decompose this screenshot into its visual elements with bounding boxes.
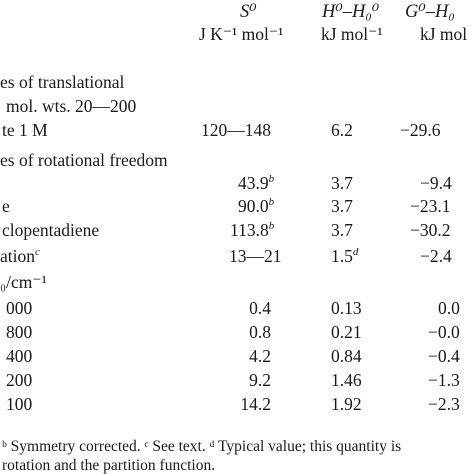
cell-gibbs: −0.4: [428, 346, 460, 366]
cell-entropy-value: 120—148: [201, 120, 271, 140]
cell-entropy: 0.8: [249, 322, 271, 342]
row-label: 000: [6, 298, 33, 318]
section-translational-line1: es of translational: [0, 72, 125, 92]
cell-enthalpy: 6.2: [331, 120, 353, 140]
footnote-mark: c: [35, 246, 40, 259]
footnote-mark: b: [268, 173, 275, 186]
footnote-line-2: rotation and the partition function.: [2, 457, 216, 474]
cell-enthalpy: 0.84: [331, 346, 362, 366]
unit-entropy: J K⁻¹ mol⁻¹: [199, 24, 284, 44]
footnote-mark: b: [268, 196, 275, 209]
header-enthalpy: H⁰–H₀⁰: [322, 2, 380, 22]
cell-gibbs: −1.3: [428, 370, 460, 390]
cell-entropy: [196, 120, 271, 140]
cell-entropy-value: 90.0: [238, 196, 269, 216]
section-vibrational: ₀/cm⁻¹: [0, 272, 47, 292]
row-label: 200: [6, 370, 33, 390]
row-label: te 1 M: [2, 120, 48, 140]
cell-gibbs: 0.0: [438, 298, 460, 318]
cell-gibbs: −0.0: [428, 322, 460, 342]
row-label: e: [2, 196, 10, 216]
cell-enthalpy: 0.13: [331, 298, 362, 318]
cell-enthalpy: [331, 246, 358, 266]
unit-enthalpy: kJ mol⁻¹: [321, 24, 383, 44]
footnote-mark: b: [268, 220, 275, 233]
section-translational-line2: mol. wts. 20—200: [6, 96, 137, 116]
cell-entropy: 4.2: [249, 346, 271, 366]
cell-entropy-value: 113.8: [230, 220, 269, 240]
cell-enthalpy: 1.46: [331, 370, 362, 390]
cell-entropy: [238, 196, 274, 216]
cell-entropy: [230, 220, 274, 240]
cell-enthalpy: 3.7: [331, 196, 353, 216]
row-label: [0, 246, 40, 266]
header-gibbs: G⁰–H₀: [405, 2, 455, 22]
cell-gibbs: −2.3: [428, 394, 460, 414]
cell-gibbs: −29.6: [400, 120, 441, 140]
cell-enthalpy-value: 1.5: [331, 246, 353, 266]
cell-entropy-value: 43.9: [238, 173, 269, 193]
row-label: clopentadiene: [2, 220, 100, 240]
cell-gibbs: −2.4: [420, 246, 452, 266]
header-entropy: S⁰: [240, 2, 257, 22]
cell-entropy: 0.4: [249, 298, 271, 318]
cell-entropy: 13—21: [229, 246, 282, 266]
cell-enthalpy: 3.7: [331, 220, 353, 240]
cell-enthalpy: 3.7: [331, 173, 353, 193]
cell-entropy: 14.2: [240, 394, 271, 414]
footnote-line-1: ᵇ Symmetry corrected. ᶜ See text. ᵈ Typical value; this quantity is: [2, 438, 402, 455]
row-label: 400: [6, 346, 33, 366]
unit-gibbs: kJ mol: [420, 24, 468, 44]
cell-gibbs: −23.1: [410, 196, 451, 216]
row-label: 100: [6, 394, 33, 414]
footnote-mark: d: [352, 246, 359, 259]
row-label-text: ation: [0, 246, 35, 266]
cell-enthalpy: 1.92: [331, 394, 362, 414]
cell-gibbs: −30.2: [410, 220, 451, 240]
cell-gibbs: −9.4: [420, 173, 452, 193]
cell-entropy: [238, 173, 274, 193]
section-rotational: es of rotational freedom: [0, 150, 168, 170]
cell-entropy: 9.2: [249, 370, 271, 390]
row-label: 800: [6, 322, 33, 342]
cell-enthalpy: 0.21: [331, 322, 362, 342]
